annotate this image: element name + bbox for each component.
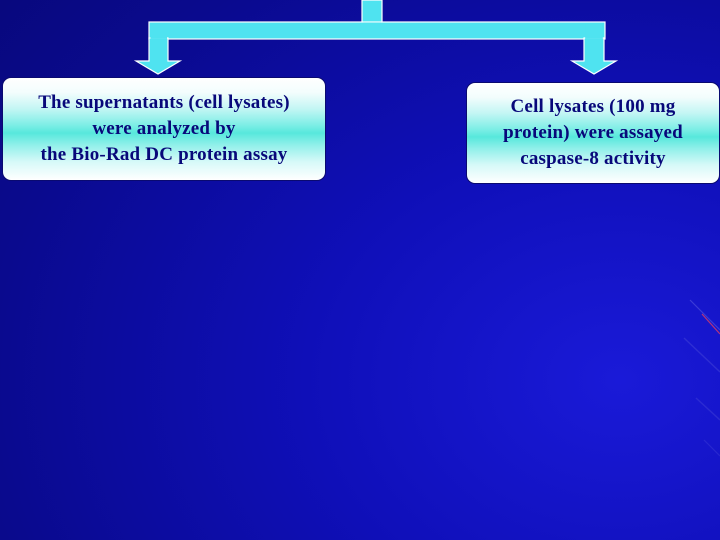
accent-streak xyxy=(702,314,720,334)
left-down-arrow xyxy=(136,38,180,74)
background-streak xyxy=(684,338,720,372)
caspase-assay-box xyxy=(466,82,720,184)
box-line: caspase-8 activity xyxy=(520,148,666,169)
box-line: Cell lysates (100 mg xyxy=(510,96,676,117)
supernatant-assay-box xyxy=(2,77,326,181)
background-streak xyxy=(690,300,720,330)
right-down-arrow xyxy=(572,38,616,74)
branch-connector xyxy=(0,0,720,80)
caspase-assay-text xyxy=(503,94,683,172)
box-line: protein) were assayed xyxy=(503,122,683,143)
supernatant-assay-text xyxy=(38,90,290,168)
box-line: the Bio-Rad DC protein assay xyxy=(40,144,288,165)
box-line: were analyzed by xyxy=(92,118,236,139)
background-streak xyxy=(696,398,720,420)
background-streak xyxy=(704,440,720,456)
box-line: The supernatants (cell lysates) xyxy=(38,92,290,113)
